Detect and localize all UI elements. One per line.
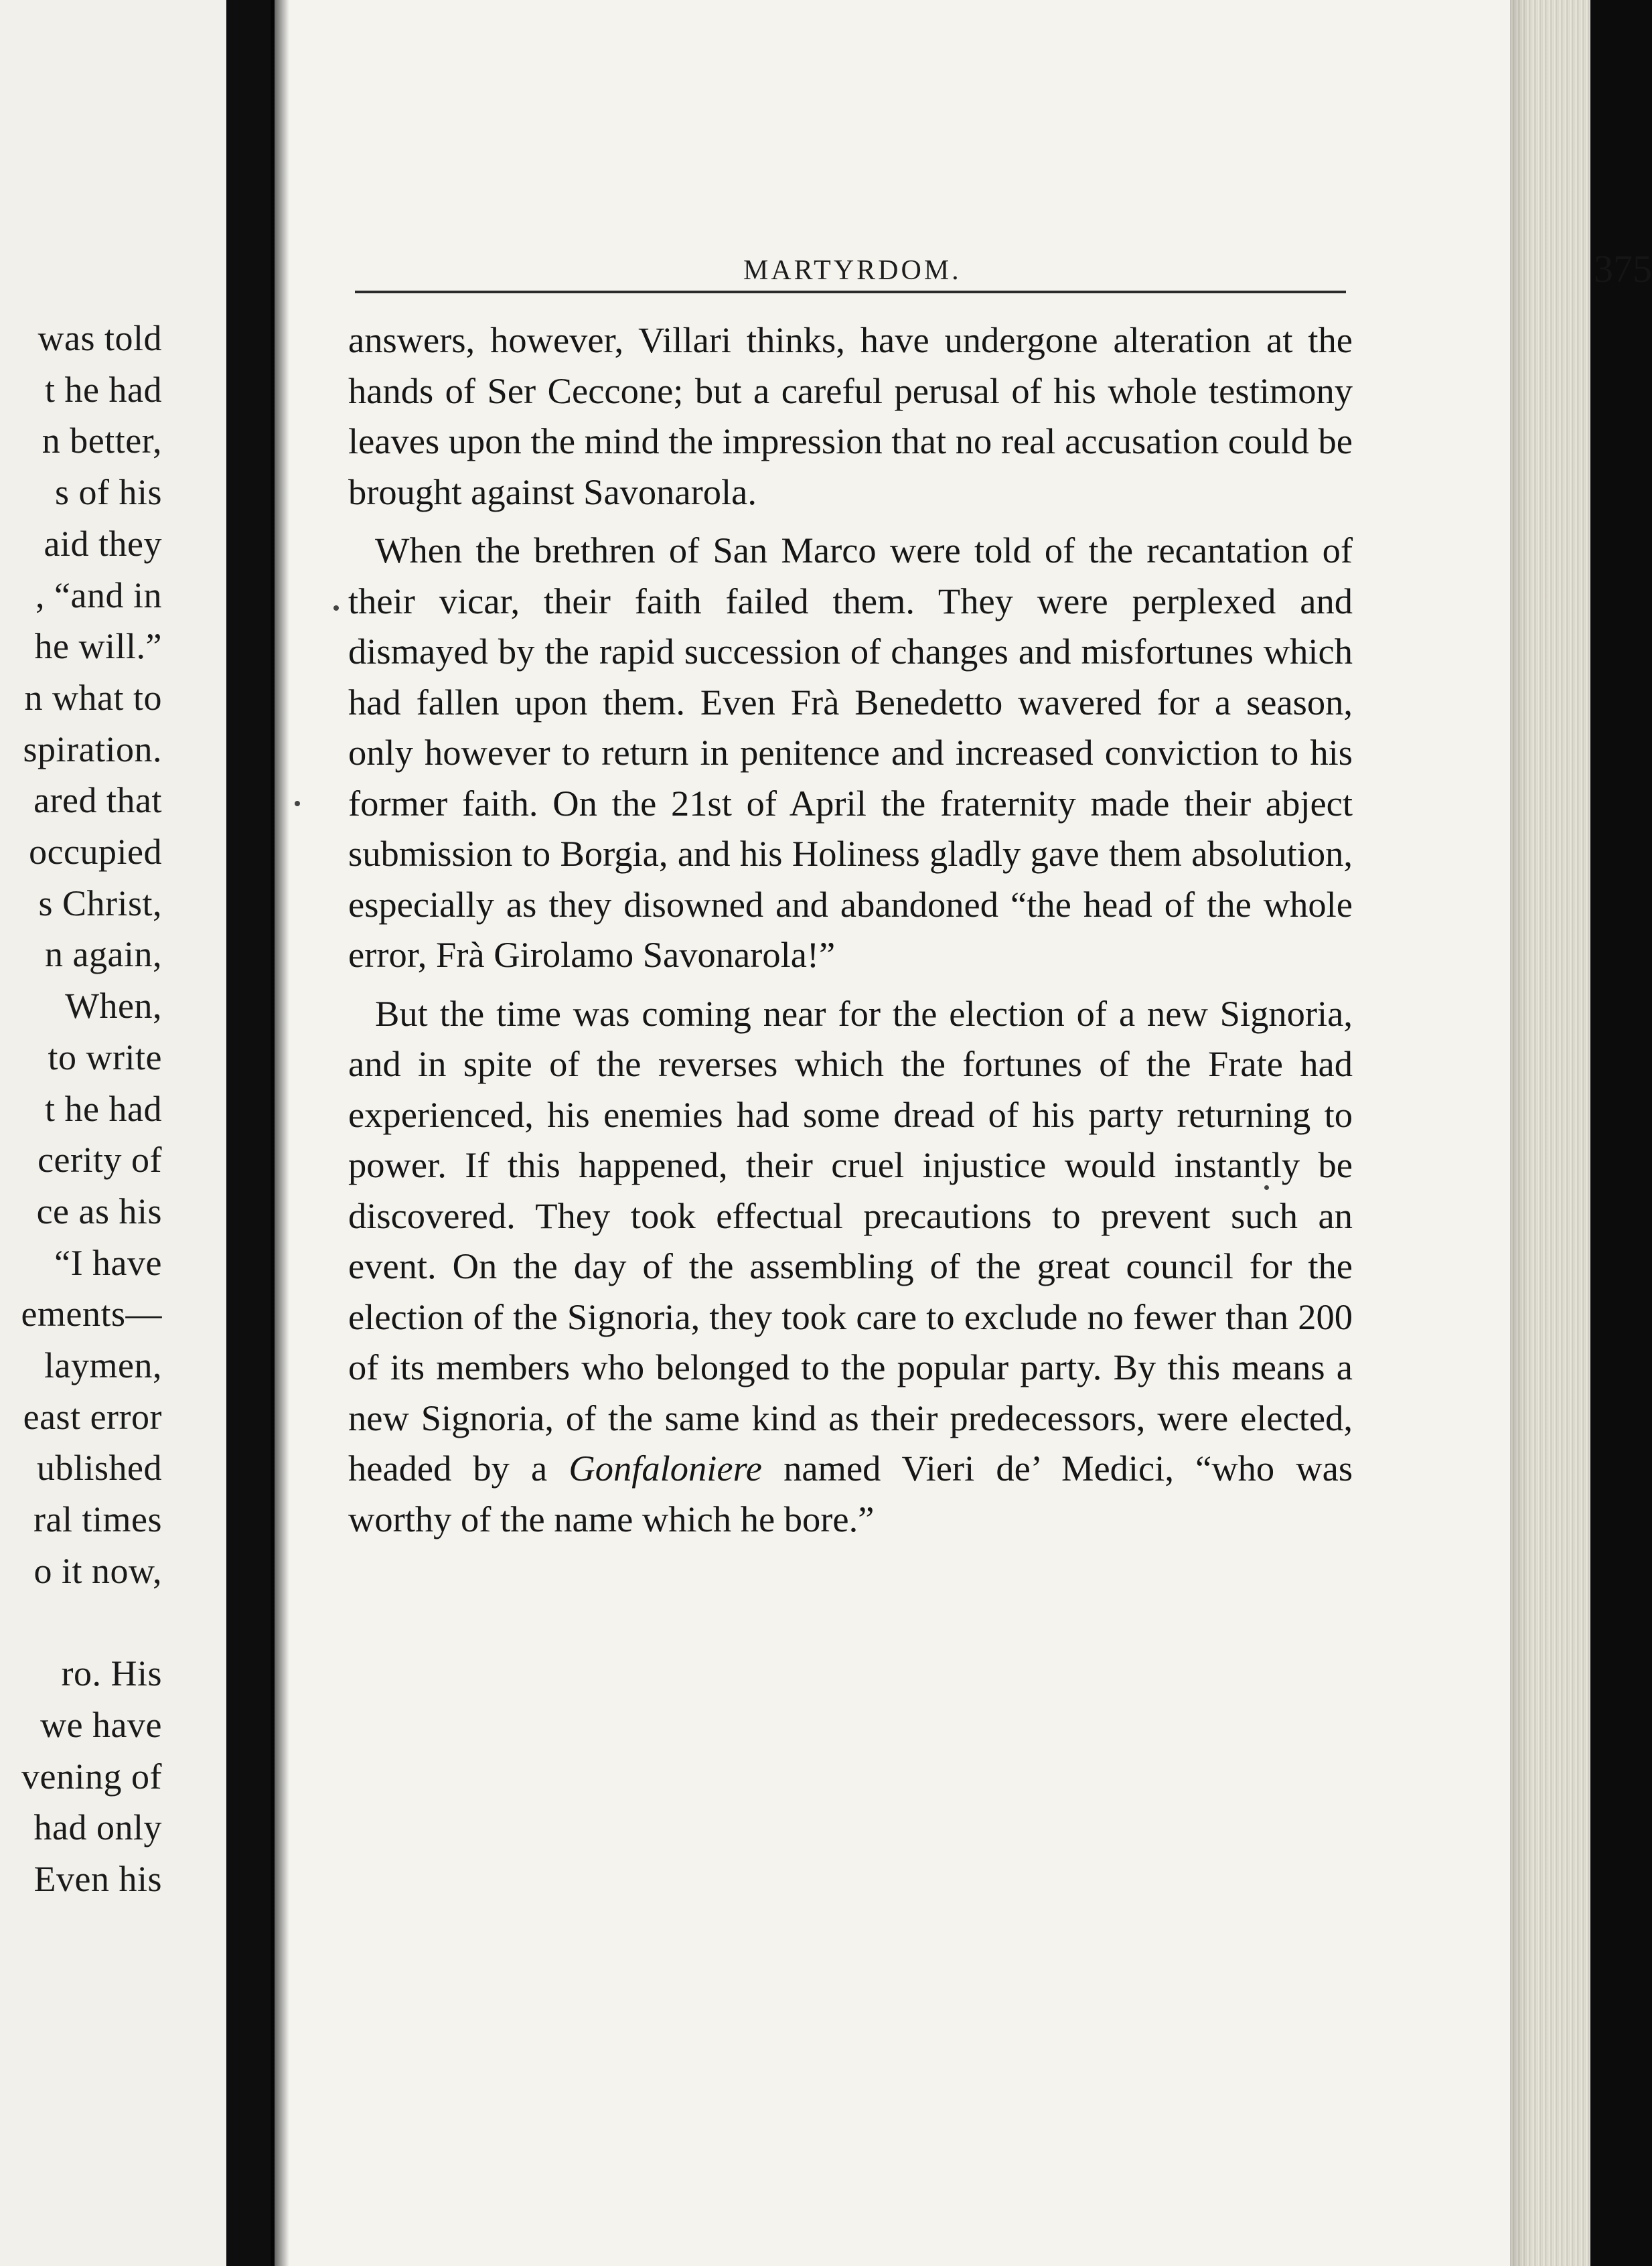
- paragraph-2-text: When the brethren of San Marco were told of the recantation of their vicar, their faith failed them. They were perplexed and dismayed by the rapid succession of changes and misfortunes which had fallen upon them. Even Frà Benedetto wavered for a season, only however to return in penitence and increased conviction to his former faith. On the 21st of April the fraternity made their abject submission to Borgia, and his Holiness gladly gave them absolution, especially as they disowned and abandoned “the head of the whole error, Frà Girolamo Savonarola!”: [348, 530, 1353, 975]
- left-page-line: ements—: [21, 1294, 162, 1335]
- left-page-line: Even his: [33, 1859, 162, 1899]
- body-text: [348, 315, 1353, 1544]
- left-page-line: laymen,: [44, 1345, 162, 1385]
- left-facing-page: [0, 0, 226, 2266]
- header-rule: [355, 291, 1346, 293]
- left-page-line: east error: [23, 1396, 162, 1437]
- left-page-line: aid they: [44, 523, 162, 564]
- paragraph-3-text: But the time was coming near for the election of a new Signoria, and in spite of the reverses which the fortunes of the Frate had experienced, his enemies had some dread of his party returning to power. If this happened, their cruel injustice would instantly be discovered. They took effectual precautions to prevent such an event. On the day of the assembling of the great council for the election of the Signoria, they took care to exclude no fewer than 200 of its members who belonged to the popular party. By this means a new Signoria, of the same kind as their predecessors, were elected, headed by a: [348, 992, 1353, 1489]
- left-page-line: occupied: [29, 832, 162, 872]
- left-page-line: vening of: [21, 1756, 162, 1797]
- paragraph-1: [348, 315, 1353, 517]
- left-page-line: n what to: [24, 677, 162, 718]
- left-page-line: s of his: [54, 472, 162, 513]
- paragraph-1-text: answers, however, Villari thinks, have undergone alteration at the hands of Ser Ceccone; but a careful perusal of his whole testimony leaves upon the mind the impression that no real accusation could be brought against Savonarola.: [348, 319, 1353, 512]
- italic-term: Gonfaloniere: [569, 1448, 762, 1489]
- left-page-line: “I have: [54, 1242, 162, 1283]
- ink-speck: [295, 801, 300, 806]
- page-number: 375: [1594, 247, 1652, 291]
- paragraph-2: [348, 525, 1353, 980]
- left-page-line: n better,: [42, 421, 162, 461]
- left-page-line: to write: [48, 1037, 162, 1077]
- book-gutter: [226, 0, 275, 2266]
- left-page-line: had only: [33, 1807, 162, 1848]
- left-page-line: ce as his: [36, 1191, 162, 1231]
- left-page-line: , “and in: [35, 575, 162, 615]
- right-page: [275, 0, 1652, 2266]
- left-page-line: was told: [37, 318, 162, 358]
- left-page-line: he will.”: [34, 626, 162, 667]
- left-page-line: When,: [65, 986, 162, 1027]
- left-page-line: ro. His: [61, 1653, 162, 1694]
- left-page-line: t he had: [45, 369, 162, 410]
- paragraph-3: [348, 988, 1353, 1545]
- left-page-line: spiration.: [23, 729, 162, 769]
- left-page-line: cerity of: [37, 1140, 162, 1181]
- left-page-line: ral times: [33, 1499, 162, 1540]
- page-edges: [1510, 0, 1590, 2266]
- gutter-shadow: [271, 0, 289, 2266]
- left-page-line: n again,: [45, 934, 162, 975]
- paragraph-3-end: named Vieri de’ Medici, “who was worthy of the name which he bore.”: [348, 1448, 1353, 1539]
- left-page-line: we have: [40, 1704, 162, 1745]
- running-head: MARTYRDOM.: [743, 255, 962, 286]
- ink-speck: [333, 605, 339, 611]
- left-page-line: t he had: [45, 1088, 162, 1129]
- left-page-line: ared that: [33, 780, 162, 821]
- left-page-line: o it now,: [33, 1550, 162, 1591]
- ink-speck: [1264, 1185, 1269, 1190]
- left-page-line: ublished: [37, 1448, 162, 1489]
- left-page-line: s Christ,: [38, 883, 162, 923]
